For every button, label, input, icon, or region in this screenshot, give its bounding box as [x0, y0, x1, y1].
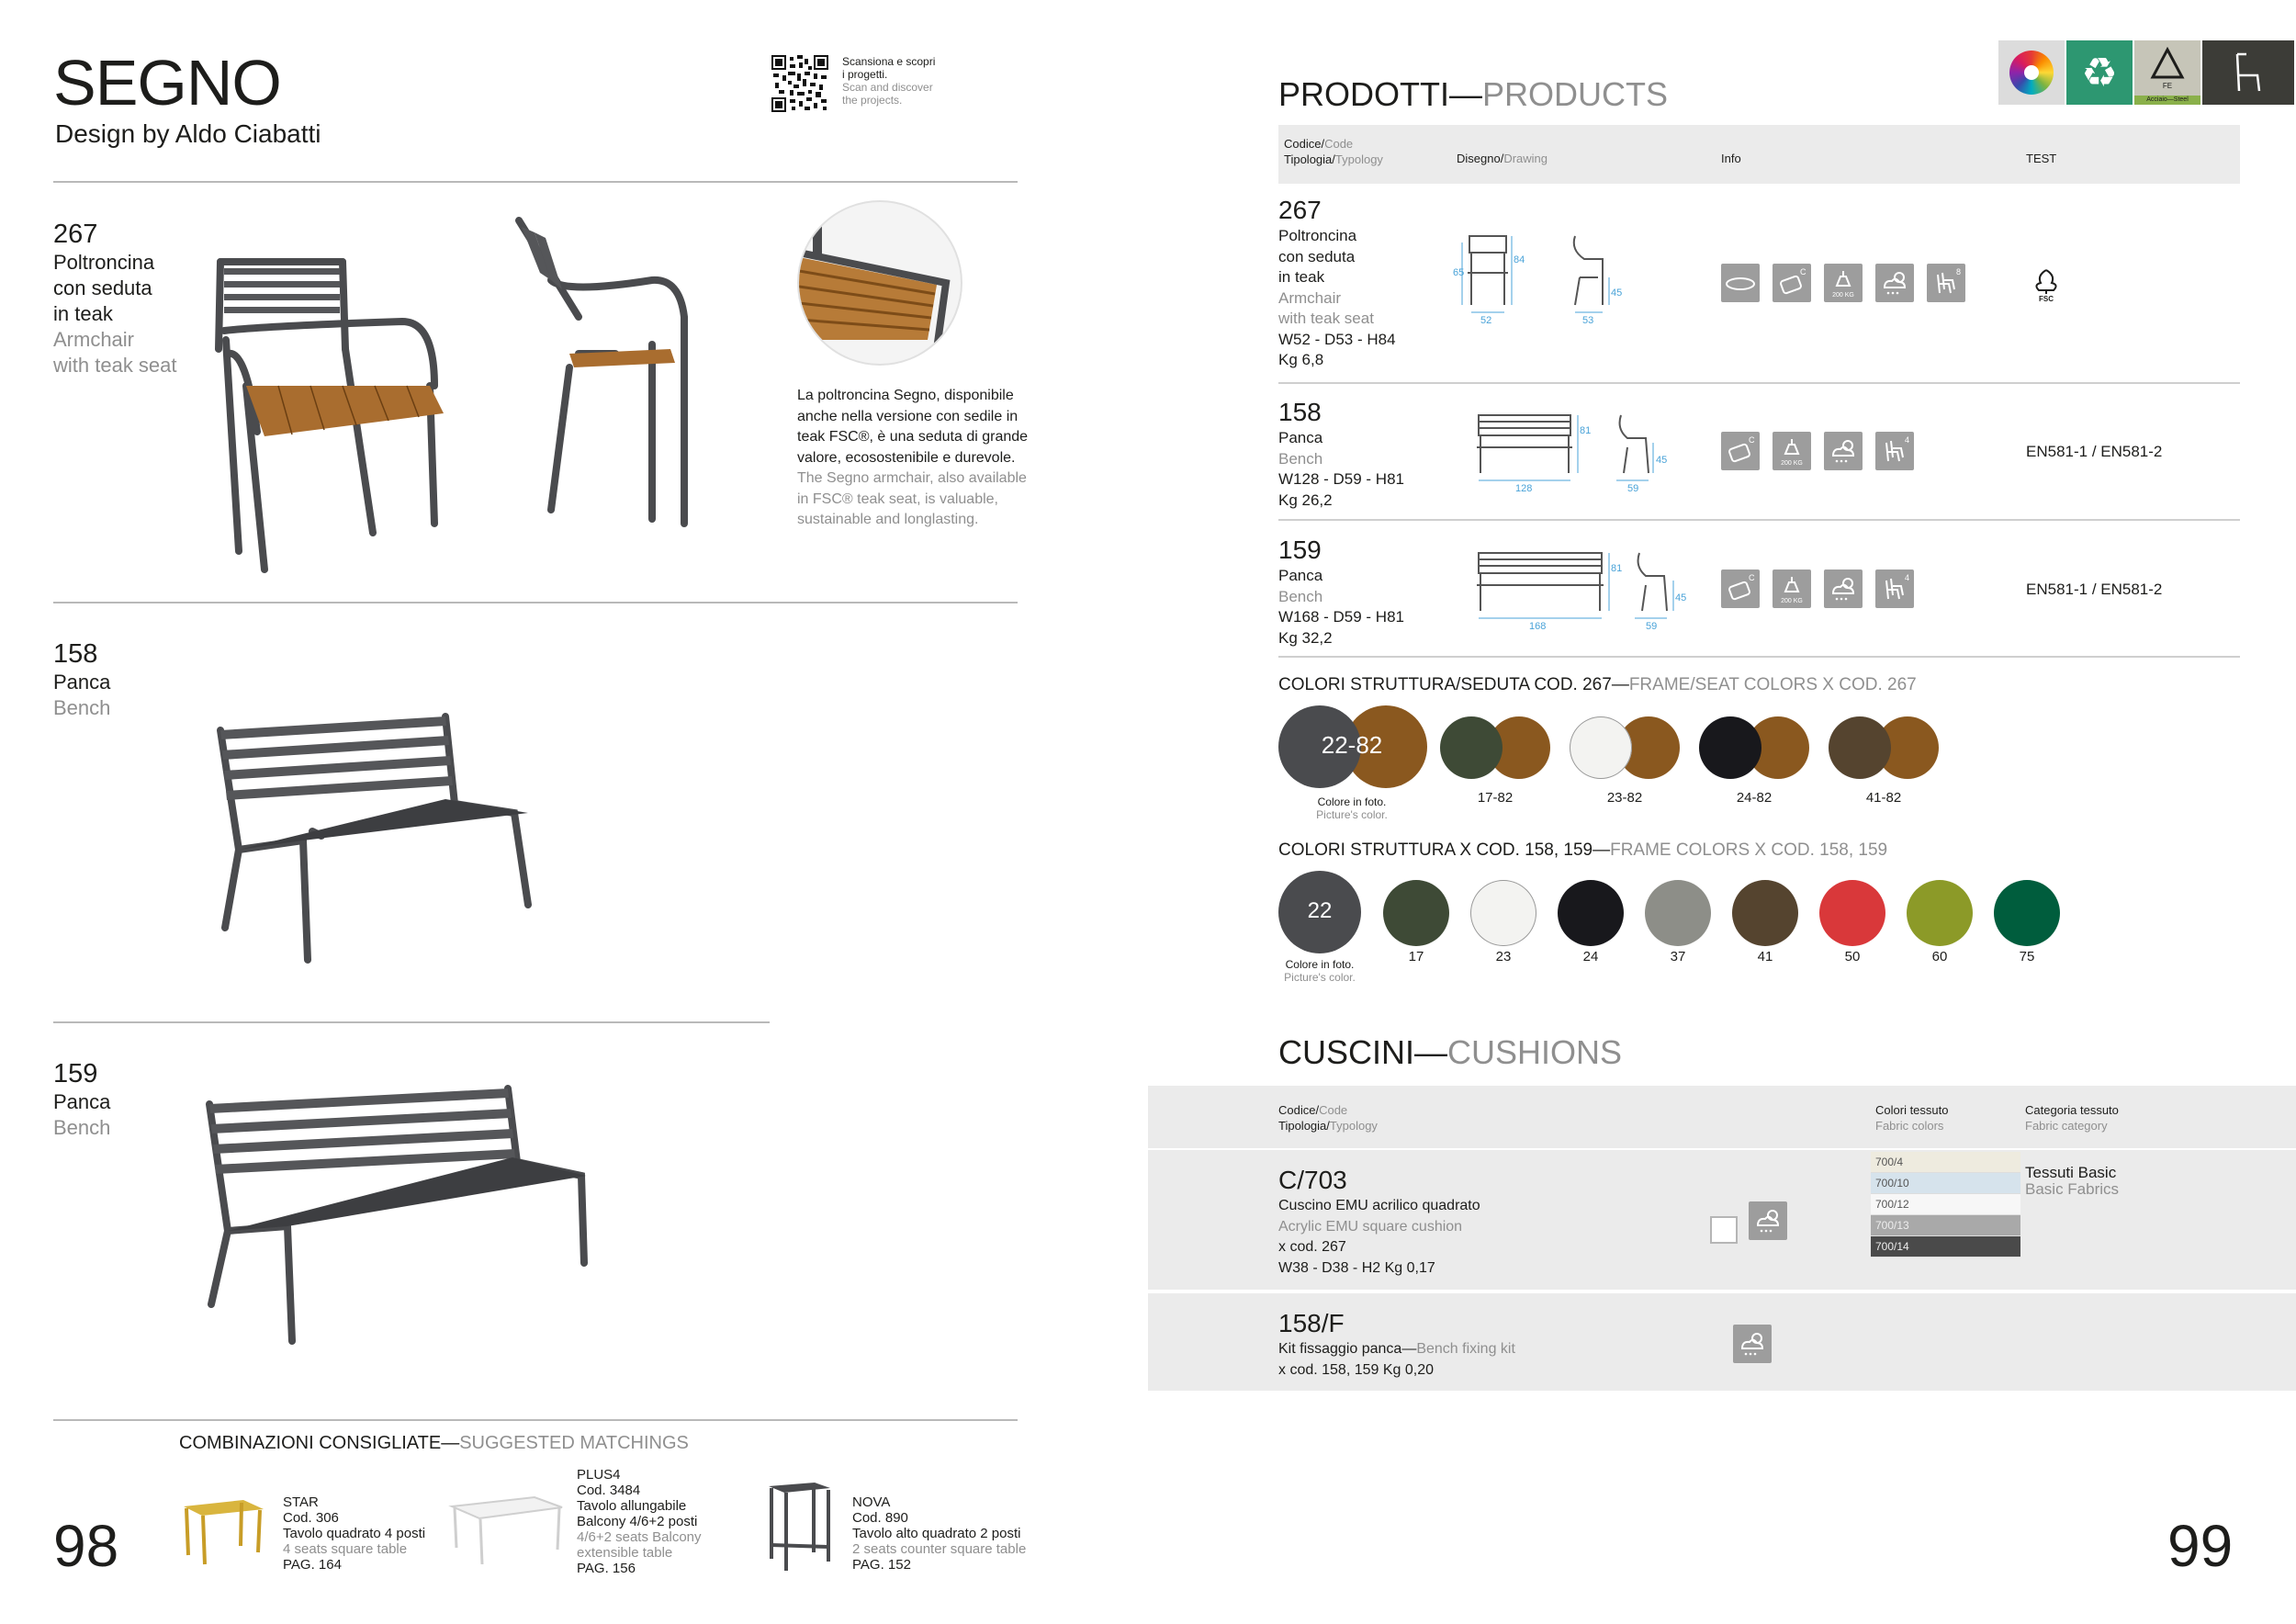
fabric-color-item: 700/4 [1871, 1152, 2020, 1173]
svg-text:59: 59 [1627, 483, 1639, 493]
match-star[interactable]: STAR Cod. 306 Tavolo quadrato 4 posti 4 seats square table PAG. 164 [283, 1494, 426, 1573]
color-swatch-label: 75 [2019, 949, 2035, 964]
test-standard: EN581-1 / EN581-2 [2026, 581, 2163, 598]
row-divider [1278, 519, 2240, 521]
star-table-image [179, 1495, 266, 1569]
cushion-row-158f: 158/F Kit fissaggio panca—Bench fixing kit x cod. 158, 159 Kg 0,20 [1148, 1293, 2296, 1391]
svg-text:65: 65 [1453, 267, 1465, 278]
page-number: 99 [2167, 1513, 2234, 1579]
max-load-icon [1773, 570, 1811, 608]
description: La poltroncina Segno, disponibile anche nella versione con sedile in teak FSC®, è una seduta di grande valore, ecosostenibile e durevole. The Segno armchair, also available in FSC® teak seat, is valuable, sustainable and longlasting. [797, 388, 1029, 527]
match-nova[interactable]: NOVA Cod. 890 Tavolo alto quadrato 2 posti 2 seats counter square table PAG. 152 [852, 1494, 1027, 1573]
product-158-label: 158 Panca Bench [53, 639, 111, 719]
product-row-267: 267 Poltroncina con seduta in teak Armchair with teak seat W52 - D53 - H84 Kg 6,8 65 84 52 45 53 C 200 KG 8 FSC [1278, 195, 2240, 378]
color-swatch-17-82[interactable] [1440, 716, 1550, 779]
weather-icon [1749, 1201, 1787, 1240]
divider [53, 602, 1018, 603]
test-standard: EN581-1 / EN581-2 [2026, 443, 2163, 460]
cushion-c-icon [1721, 432, 1760, 470]
bench-159-image [200, 1084, 595, 1350]
nova-table-image [764, 1481, 833, 1573]
picture-color-caption: Colore in foto. Picture's color. [1316, 795, 1388, 821]
color-swatch-24[interactable] [1558, 880, 1624, 946]
color-swatch-label: 41-82 [1865, 790, 1902, 806]
drawing-158 [1469, 411, 1690, 493]
certification-badges [1998, 40, 2294, 105]
bench-158-image [211, 712, 542, 969]
color-swatch-41[interactable] [1732, 880, 1798, 946]
color-swatch-22-82[interactable]: 22-82 [1278, 705, 1416, 788]
stackable-icon [1875, 570, 1914, 608]
drawing-159 [1469, 548, 1708, 631]
teak-seat-icon [1721, 264, 1760, 302]
cushions-table-header: Codice/Code Tipologia/Typology Colori tessuto Fabric colors Categoria tessuto Fabric category [1148, 1086, 2296, 1148]
color-swatch-label: 41 [1757, 949, 1773, 964]
products-table-header: Codice/Code Tipologia/Typology Disegno/Drawing Info TEST [1278, 125, 2240, 184]
recycle-icon: ♻ [2066, 40, 2133, 105]
svg-text:C: C [1749, 435, 1755, 445]
armchair-front-image [209, 248, 448, 579]
product-159-label: 159 Panca Bench [53, 1059, 111, 1139]
svg-text:81: 81 [1611, 563, 1623, 574]
fsc-icon [2030, 266, 2063, 303]
square-cushion-icon [1710, 1216, 1738, 1244]
product-267-label: 267 Poltroncina con seduta in teak Armchair with teak seat [53, 220, 177, 377]
color-swatch-60[interactable] [1907, 880, 1973, 946]
svg-text:4: 4 [1905, 435, 1910, 445]
svg-text:200 KG: 200 KG [1781, 598, 1803, 604]
color-swatch-22[interactable]: 22 [1278, 871, 1361, 953]
svg-text:59: 59 [1646, 621, 1658, 631]
weather-icon [1824, 570, 1863, 608]
frame-colors-title: COLORI STRUTTURA X COD. 158, 159—FRAME COLORS X COD. 158, 159 [1278, 840, 1888, 860]
color-swatch-label: 17 [1408, 949, 1424, 964]
weather-icon [1875, 264, 1914, 302]
divider [53, 1021, 770, 1023]
svg-text:200 KG: 200 KG [1832, 292, 1854, 299]
fabric-color-item: 700/12 [1871, 1194, 2020, 1215]
svg-text:FSC: FSC [2039, 295, 2054, 303]
color-swatch-label: 23-82 [1606, 790, 1643, 806]
color-swatch-17[interactable] [1383, 880, 1449, 946]
color-swatch-label: 24 [1582, 949, 1599, 964]
picture-color-caption: Colore in foto. Picture's color. [1284, 958, 1356, 984]
row-divider [1278, 382, 2240, 384]
matchings-title: COMBINAZIONI CONSIGLIATE—SUGGESTED MATCHINGS [179, 1433, 689, 1453]
cushion-c-icon [1721, 570, 1760, 608]
qr-caption: Scansiona e scopri i progetti. Scan and discover the projects. [842, 55, 936, 107]
color-wheel-icon [1998, 40, 2065, 105]
color-swatch-label: 60 [1931, 949, 1948, 964]
color-swatch-37[interactable] [1645, 880, 1711, 946]
svg-text:168: 168 [1529, 621, 1547, 631]
row-divider [1278, 656, 2240, 658]
color-swatch-label: 50 [1844, 949, 1861, 964]
fabric-color-list [1871, 1152, 2020, 1257]
svg-text:200 KG: 200 KG [1781, 460, 1803, 467]
svg-text:128: 128 [1515, 483, 1533, 493]
product-row-159: 159 Panca Bench W168 - D59 - H81 Kg 32,2 81 168 45 59 C 200 KG 4 EN581-1 / EN581-2 [1278, 536, 2163, 647]
color-swatch-23-82[interactable] [1570, 716, 1680, 779]
svg-text:45: 45 [1675, 592, 1687, 603]
divider [53, 181, 1018, 183]
svg-text:45: 45 [1656, 455, 1668, 466]
frame-seat-colors-title: COLORI STRUTTURA/SEDUTA COD. 267—FRAME/SEAT COLORS X COD. 267 [1278, 675, 1917, 694]
stackable-icon [1875, 432, 1914, 470]
cushion-row-c703: C/703 Cuscino EMU acrilico quadrato Acrylic EMU square cushion x cod. 267 W38 - D38 - H2 Kg 0,17 700/4 700/10 700/12 700/13 700/14 Tessuti Basic Basic Fabrics [1148, 1150, 2296, 1290]
products-title: PRODOTTI—PRODUCTS [1278, 75, 1669, 113]
fabric-color-item: 700/13 [1871, 1215, 2020, 1236]
fabric-color-item: 700/14 [1871, 1236, 2020, 1257]
page-title: SEGNO [53, 47, 281, 118]
color-swatch-75[interactable] [1994, 880, 2060, 946]
color-swatch-24-82[interactable] [1699, 716, 1809, 779]
max-load-icon [1773, 432, 1811, 470]
color-swatch-label: 23 [1495, 949, 1512, 964]
plus4-table-image [447, 1493, 567, 1566]
weather-icon [1733, 1325, 1772, 1363]
steel-recycle-icon: FE Acciaio—Steel [2134, 40, 2200, 105]
armchair-side-image [514, 216, 716, 533]
svg-text:45: 45 [1611, 288, 1623, 299]
stackable-icon [1927, 264, 1965, 302]
color-swatch-label: 17-82 [1477, 790, 1514, 806]
fabric-category: Tessuti Basic Basic Fabrics [2025, 1164, 2120, 1198]
divider [53, 1419, 1018, 1421]
svg-text:8: 8 [1956, 267, 1962, 276]
drawing-267 [1451, 231, 1635, 323]
designer: Design by Aldo Ciabatti [55, 119, 321, 148]
svg-text:81: 81 [1580, 425, 1592, 436]
color-swatch-41-82[interactable] [1829, 716, 1939, 779]
color-swatch-50[interactable] [1819, 880, 1885, 946]
cushion-c-icon [1773, 264, 1811, 302]
color-swatch-label: 24-82 [1736, 790, 1773, 806]
qr-code[interactable] [771, 55, 828, 112]
fabric-color-item: 700/10 [1871, 1173, 2020, 1194]
svg-text:C: C [1800, 267, 1806, 276]
page-number: 98 [53, 1513, 119, 1579]
svg-text:FE: FE [2162, 82, 2173, 90]
svg-text:84: 84 [1514, 254, 1525, 265]
color-swatch-23[interactable] [1470, 880, 1536, 946]
cushions-title: CUSCINI—CUSHIONS [1278, 1033, 1623, 1071]
svg-text:4: 4 [1905, 573, 1910, 582]
color-swatch-label: 37 [1670, 949, 1686, 964]
match-plus4[interactable]: PLUS4 Cod. 3484 Tavolo allungabile Balcony 4/6+2 posti 4/6+2 seats Balcony extensible table PAG. 156 [577, 1467, 702, 1576]
svg-text:52: 52 [1480, 315, 1492, 323]
chair-icon [2202, 40, 2294, 105]
max-load-icon [1824, 264, 1863, 302]
weather-icon [1824, 432, 1863, 470]
svg-text:C: C [1749, 573, 1755, 582]
svg-text:53: 53 [1582, 315, 1594, 323]
teak-detail-image [797, 200, 962, 366]
product-row-158: 158 Panca Bench W128 - D59 - H81 Kg 26,2 81 128 45 59 C 200 KG 4 EN581-1 / EN581-2 [1278, 398, 2163, 509]
